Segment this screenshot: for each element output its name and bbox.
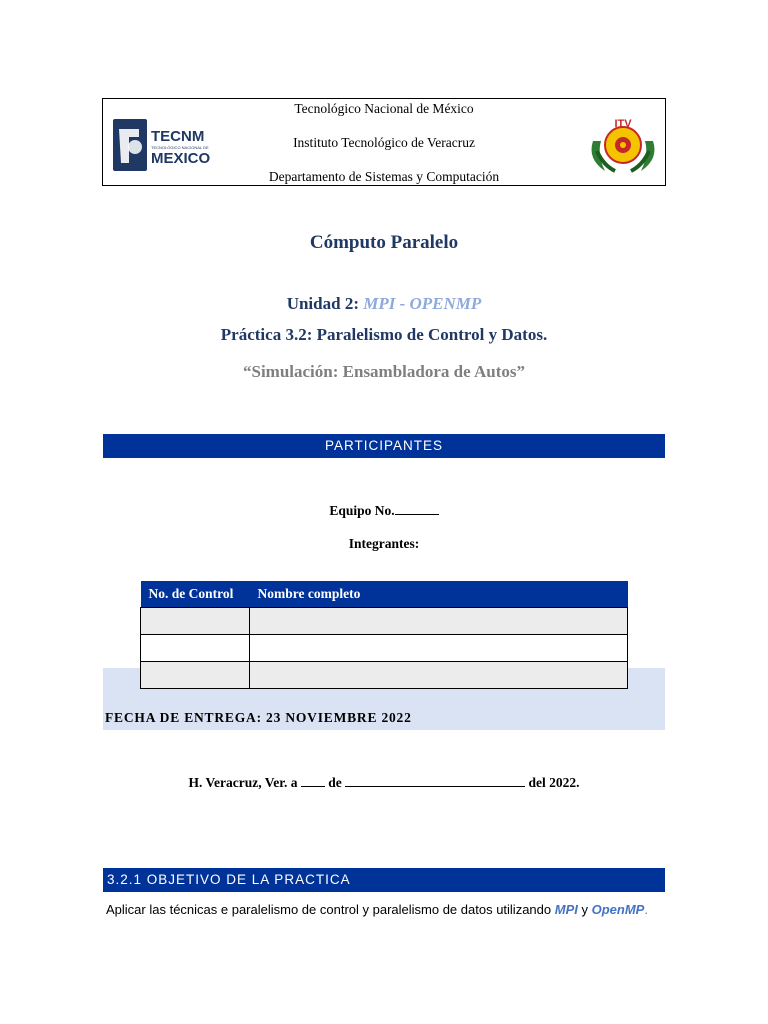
team-label: Equipo No. <box>329 503 395 518</box>
unit-label: Unidad 2: <box>286 294 359 313</box>
month-blank <box>345 774 525 787</box>
unit-topic: MPI - OPENMP <box>363 294 482 313</box>
objective-text <box>106 902 648 917</box>
table-row <box>141 662 628 689</box>
cell-full-name[interactable] <box>250 608 628 635</box>
table-row <box>141 635 628 662</box>
team-number-blank <box>395 502 439 515</box>
team-number-line <box>0 502 768 519</box>
svg-text:TECNOLÓGICO NACIONAL DE: TECNOLÓGICO NACIONAL DE <box>151 145 209 150</box>
objective-bar: 3.2.1 OBJETIVO DE LA PRACTICA <box>103 868 665 892</box>
place-date-line <box>0 774 768 791</box>
cell-control-number[interactable] <box>141 608 250 635</box>
place-suffix: del 2022. <box>528 775 580 790</box>
objective-end: . <box>644 902 648 917</box>
header-control-number: No. de Control <box>141 581 250 608</box>
header-line-2: Instituto Tecnológico de Veracruz <box>293 135 475 150</box>
table-row <box>141 608 628 635</box>
header-line-3: Departamento de Sistemas y Computación <box>268 169 500 184</box>
members-table-wrap <box>140 581 628 689</box>
objective-body: Aplicar las técnicas e paralelismo de control y paralelismo de datos utilizando <box>106 902 552 917</box>
objective-kw-mpi: MPI <box>554 902 578 917</box>
table-header-row <box>141 581 628 608</box>
svg-text:TECNM: TECNM <box>151 128 205 145</box>
cell-full-name[interactable] <box>250 662 628 689</box>
objective-conj: y <box>581 902 588 917</box>
practice-subtitle: “Simulación: Ensambladora de Autos” <box>243 362 525 381</box>
header-full-name: Nombre completo <box>250 581 628 608</box>
unit-heading <box>0 294 768 314</box>
cell-full-name[interactable] <box>250 635 628 662</box>
cell-control-number[interactable] <box>141 662 250 689</box>
objective-kw-openmp: OpenMP <box>591 902 645 917</box>
place-mid: de <box>328 775 342 790</box>
members-label: Integrantes: <box>348 536 420 551</box>
day-blank <box>301 774 325 787</box>
institution-header <box>102 98 666 186</box>
header-line-1: Tecnológico Nacional de México <box>294 101 474 116</box>
course-title: Cómputo Paralelo <box>309 232 459 253</box>
due-date: FECHA DE ENTREGA: 23 NOVIEMBRE 2022 <box>105 710 412 725</box>
practice-heading: Práctica 3.2: Paralelismo de Control y Datos. <box>220 325 548 344</box>
place-prefix: H. Veracruz, Ver. a <box>188 775 298 790</box>
members-table <box>140 581 628 689</box>
svg-text:ITV: ITV <box>614 118 632 130</box>
participants-bar: PARTICIPANTES <box>103 434 665 458</box>
cell-control-number[interactable] <box>141 635 250 662</box>
svg-text:MEXICO: MEXICO <box>151 150 211 167</box>
itv-logo <box>583 111 663 177</box>
